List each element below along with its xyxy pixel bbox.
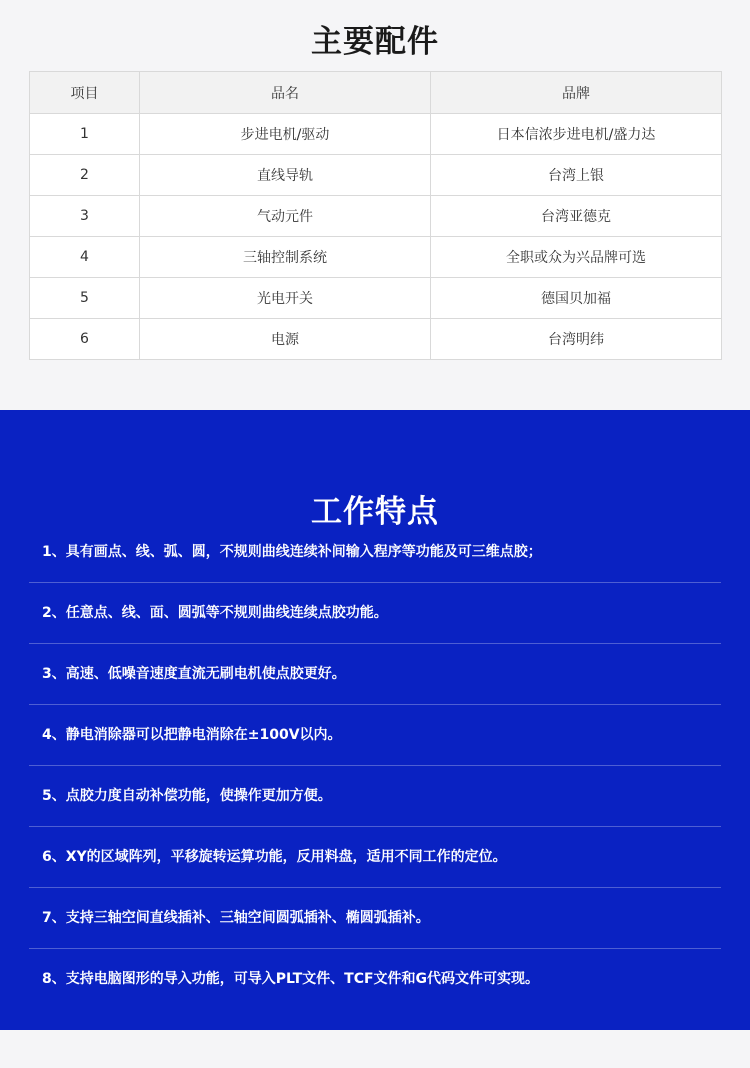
table-row [30,114,722,155]
header-product-name: 品名 [140,72,431,114]
bottom-background-strip [0,1030,750,1068]
feature-item: 1、具有画点、线、弧、圆，不规则曲线连续补间输入程序等功能及可三维点胶； [29,522,721,583]
main-parts-title: 主要配件 [311,23,439,60]
main-parts-section [0,0,750,410]
header-brand: 品牌 [431,72,722,114]
feature-item: 4、静电消除器可以把静电消除在±100V以内。 [29,705,721,766]
cell-brand: 全职或众为兴品牌可选 [431,237,722,278]
feature-item: 8、支持电脑图形的导入功能，可导入PLT文件、TCF文件和G代码文件可实现。 [42,971,540,987]
cell-item-number: 3 [30,196,140,237]
cell-product-name: 光电开关 [140,278,431,319]
main-parts-table [29,71,722,360]
feature-item: 6、XY的区域阵列，平移旋转运算功能，反用料盘，适用不同工作的定位。 [29,827,721,888]
table-header-row [30,72,722,114]
cell-product-name: 三轴控制系统 [140,237,431,278]
table-row [30,319,722,360]
cell-item-number: 5 [30,278,140,319]
cell-product-name: 直线导轨 [140,155,431,196]
feature-item: 2、任意点、线、面、圆弧等不规则曲线连续点胶功能。 [29,583,721,644]
feature-item: 3、高速、低噪音速度直流无刷电机使点胶更好。 [29,644,721,705]
cell-brand: 日本信浓步进电机/盛力达 [431,114,722,155]
table-row [30,155,722,196]
cell-brand: 德国贝加福 [431,278,722,319]
cell-brand: 台湾上银 [431,155,722,196]
table-row [30,278,722,319]
cell-item-number: 1 [30,114,140,155]
cell-product-name: 步进电机/驱动 [140,114,431,155]
cell-item-number: 2 [30,155,140,196]
feature-item: 7、支持三轴空间直线插补、三轴空间圆弧插补、椭圆弧插补。 [29,888,721,949]
cell-product-name: 气动元件 [140,196,431,237]
header-item: 项目 [30,72,140,114]
feature-list [29,522,721,1009]
feature-item: 5、点胶力度自动补偿功能，使操作更加方便。 [29,766,721,827]
cell-item-number: 4 [30,237,140,278]
work-features-title: 工作特点 [311,493,439,530]
cell-product-name: 电源 [140,319,431,360]
work-features-section [0,410,750,1030]
cell-brand: 台湾明纬 [431,319,722,360]
table-row [30,196,722,237]
table-row [30,237,722,278]
cell-brand: 台湾亚德克 [431,196,722,237]
cell-item-number: 6 [30,319,140,360]
